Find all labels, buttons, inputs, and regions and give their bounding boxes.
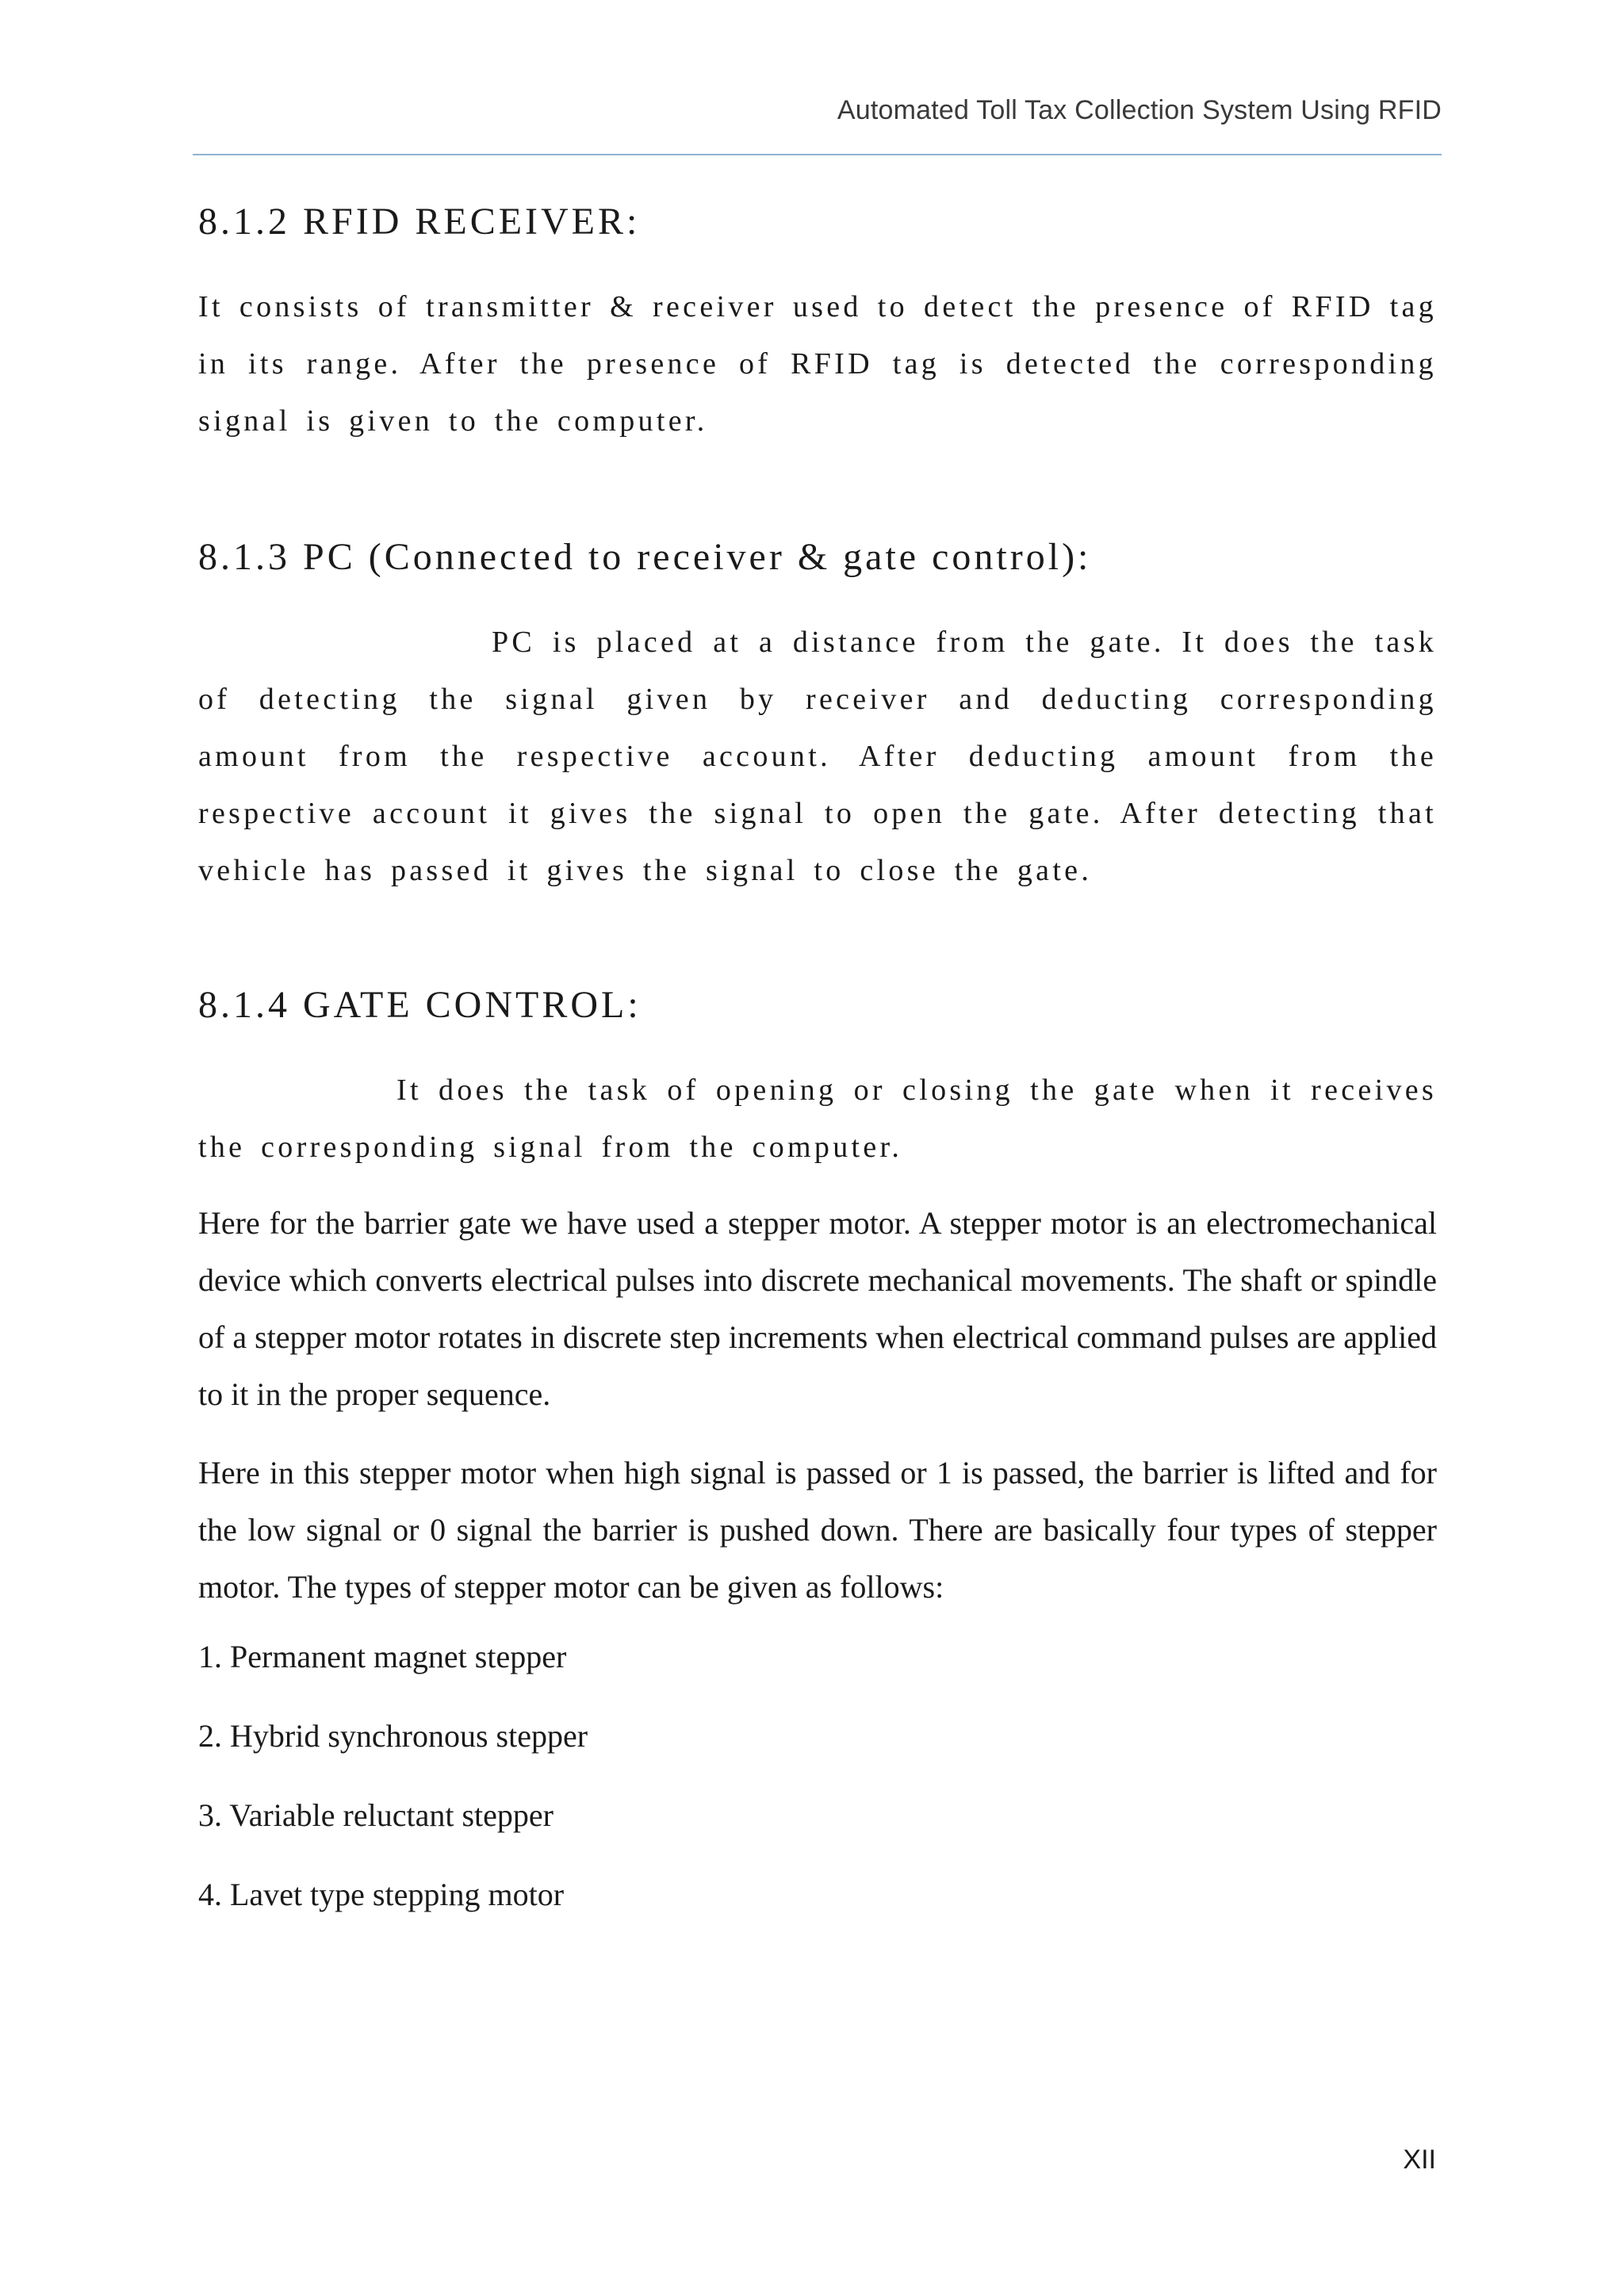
paragraph-stepper-intro: Here for the barrier gate we have used a stepper motor. A stepper motor is an electromechanical device which converts electrical pulses into discrete mechanical movements. The shaft or spindle of a stepper motor rotates in discrete step increments when electrical command pulses are applied to it in the proper sequence. [198,1205,1437,1412]
section-heading-gate-control: 8.1.4 GATE CONTROL: [198,984,642,1026]
paragraph-gate-control: It does the task of opening or closing the gate when it receives the corresponding signal from the computer. [198,1073,1437,1164]
paragraph-pc: PC is placed at a distance from the gate. It does the task of detecting the signal given by receiver and deducting corresponding amount from the respective account. After deducting amount from the respective account it gives the signal to open the gate. After detecting that vehicle has passed it gives the signal to close the gate. [198,626,1437,887]
section-heading-rfid-receiver: 8.1.2 RFID RECEIVER: [198,201,641,243]
page-number: XII [1403,2145,1436,2175]
paragraph-stepper-signal: Here in this stepper motor when high signal is passed or 1 is passed, the barrier is lifted and for the low signal or 0 signal the barrier is pushed down. There are basically four types of stepper motor. The types of stepper motor can be given as follows: [198,1455,1437,1605]
list-item: 3. Variable reluctant stepper [198,1797,553,1833]
list-item: 2. Hybrid synchronous stepper [198,1718,588,1754]
page-body [198,200,1437,1914]
motor-type-list [198,1638,1437,1914]
paragraph-rfid-receiver: It consists of transmitter & receiver used to detect the presence of RFID tag in its range. After the presence of RFID tag is detected the corresponding signal is given to the computer. [198,290,1437,438]
header-divider [193,154,1442,155]
section-heading-pc: 8.1.3 PC (Connected to receiver & gate control): [198,536,1092,578]
running-header: Automated Toll Tax Collection System Using RFID [837,95,1442,125]
list-item: 1. Permanent magnet stepper [198,1639,567,1674]
list-item: 4. Lavet type stepping motor [198,1877,565,1912]
